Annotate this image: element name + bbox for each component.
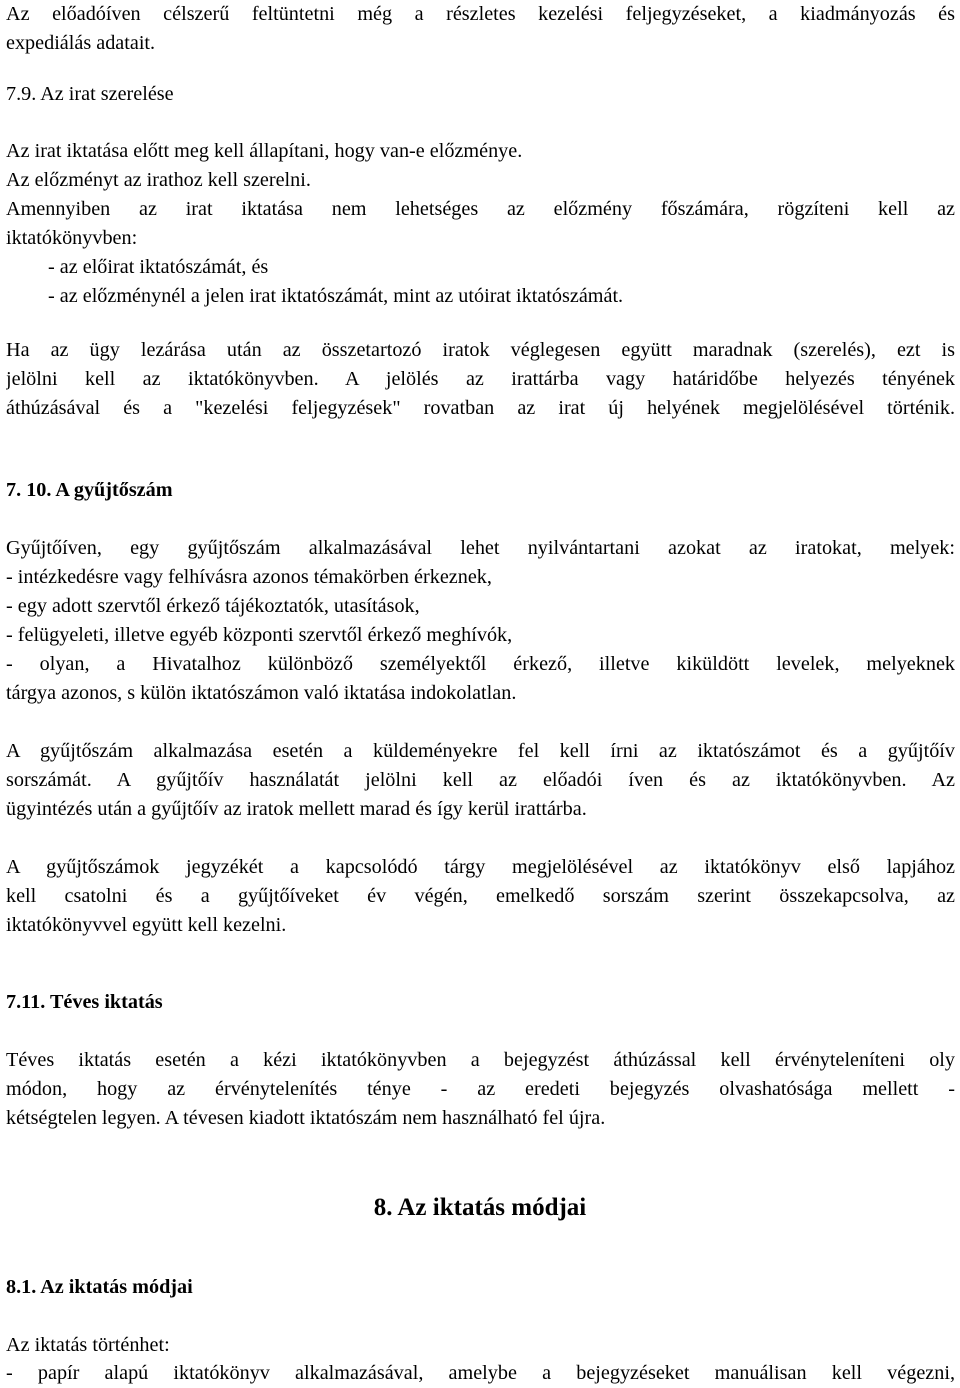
intro-line-1: Az előadóíven célszerű feltüntetni még a részletes kezelési feljegyzéseket, a kiadmányozás és (6, 3, 955, 25)
chapter-heading-8: 8. Az iktatás módjai (373, 1194, 587, 1221)
intro-line-2: expediálás adatait. (6, 32, 156, 54)
s710-para2-line-1: A gyűjtőszám alkalmazása esetén a küldeményekre fel kell írni az iktatószámot és a gyűjtőív (6, 740, 955, 762)
s710-para3-line-3: iktatókönyvvel együtt kell kezelni. (6, 914, 287, 936)
s710-list-item-4-cont: tárgya azonos, s külön iktatószámon való iktatása indokolatlan. (6, 682, 517, 704)
s710-para2-line-2: sorszámát. A gyűjtőív használatát jelölni kell az előadói íven és az iktatókönyvben. Az (6, 769, 955, 791)
s79-line-4: iktatókönyvben: (6, 227, 138, 249)
section-heading-7-11: 7.11. Téves iktatás (6, 991, 163, 1013)
section-heading-7-9: 7.9. Az irat szerelése (6, 83, 174, 105)
s81-list-item-1: - papír alapú iktatókönyv alkalmazásával, amelybe a bejegyzéseket manuálisan kell végezni, (6, 1362, 955, 1384)
s711-para1-line-2: módon, hogy az érvénytelenítés ténye - az eredeti bejegyzés olvashatósága mellett - (6, 1078, 955, 1100)
s710-para1-line-1: Gyűjtőíven, egy gyűjtőszám alkalmazásával lehet nyilvántartani azokat az iratokat, melyek: (6, 537, 955, 559)
s710-para3-line-2: kell csatolni és a gyűjtőíveket év végén, emelkedő sorszám szerint összekapcsolva, az (6, 885, 955, 907)
section-heading-7-10: 7. 10. A gyűjtőszám (6, 479, 173, 501)
s710-list-item-1: - intézkedésre vagy felhívásra azonos témakörben érkeznek, (6, 566, 492, 588)
s79-line-3: Amennyiben az irat iktatása nem lehetséges az előzmény főszámára, rögzíteni kell az (6, 198, 955, 220)
s79-list-item-2: - az előzménynél a jelen irat iktatószámát, mint az utóirat iktatószámát. (48, 285, 624, 307)
s711-para1-line-3: kétségtelen legyen. A tévesen kiadott iktatószám nem használható fel újra. (6, 1107, 606, 1129)
s79-para2-line-2: jelölni kell az iktatókönyvben. A jelölés az irattárba vagy határidőbe helyezés tényének (6, 368, 955, 390)
s710-list-item-3: - felügyeleti, illetve egyéb központi szervtől érkező meghívók, (6, 624, 513, 646)
s710-para3-line-1: A gyűjtőszámok jegyzékét a kapcsolódó tárgy megjelölésével az iktatókönyv első lapjához (6, 856, 955, 878)
s79-line-2: Az előzményt az irathoz kell szerelni. (6, 169, 311, 191)
s710-para2-line-3: ügyintézés után a gyűjtőív az iratok mellett marad és így kerül irattárba. (6, 798, 587, 820)
s79-list-item-1: - az előirat iktatószámát, és (48, 256, 269, 278)
section-heading-8-1: 8.1. Az iktatás módjai (6, 1276, 193, 1298)
s79-para2-line-3: áthúzásával és a "kezelési feljegyzések" rovatban az irat új helyének megjelölésével történik. (6, 397, 955, 419)
s79-para2-line-1: Ha az ügy lezárása után az összetartozó iratok véglegesen együtt maradnak (szerelés), ezt is (6, 339, 955, 361)
s711-para1-line-1: Téves iktatás esetén a kézi iktatókönyvben a bejegyzést áthúzással kell érvényteleníteni oly (6, 1049, 955, 1071)
s79-line-1: Az irat iktatása előtt meg kell állapítani, hogy van-e előzménye. (6, 140, 523, 162)
s710-list-item-2: - egy adott szervtől érkező tájékoztatók, utasítások, (6, 595, 420, 617)
s81-line-1: Az iktatás történhet: (6, 1334, 170, 1356)
s710-list-item-4: - olyan, a Hivatalhoz különböző személyektől érkező, illetve kiküldött levelek, melyeknek (6, 653, 955, 675)
